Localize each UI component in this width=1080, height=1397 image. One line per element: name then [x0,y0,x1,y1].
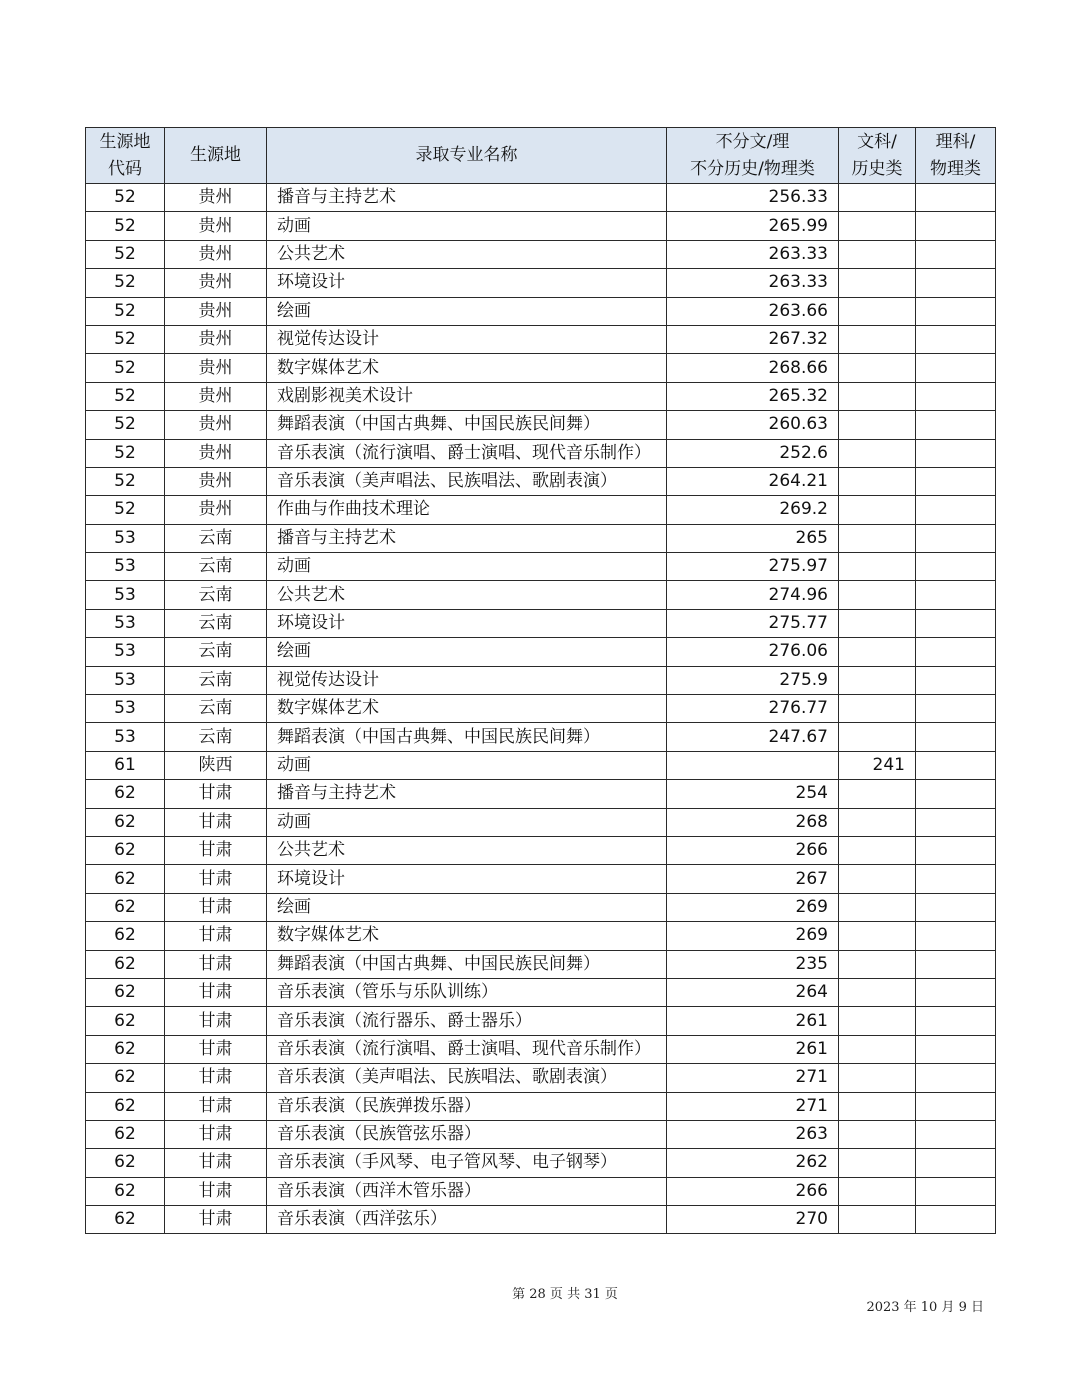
cell-province: 云南 [165,609,267,637]
cell-mixed-score: 275.97 [667,553,839,581]
table-row [86,524,996,552]
cell-arts-score [839,184,916,212]
cell-province-code: 62 [86,808,165,836]
cell-science-score [916,1007,996,1035]
cell-mixed-score: 269 [667,893,839,921]
cell-major-name: 音乐表演（民族管弦乐器） [267,1120,667,1148]
header-mixed-score: 不分文/理 不分历史/物理类 [667,128,839,184]
cell-major-name: 播音与主持艺术 [267,524,667,552]
cell-science-score [916,666,996,694]
cell-science-score [916,950,996,978]
cell-science-score [916,922,996,950]
table-row [86,581,996,609]
cell-mixed-score: 247.67 [667,723,839,751]
cell-province-code: 62 [86,1120,165,1148]
cell-mixed-score: 270 [667,1206,839,1234]
cell-arts-score [839,638,916,666]
cell-province: 甘肃 [165,808,267,836]
cell-science-score [916,382,996,410]
cell-arts-score [839,666,916,694]
cell-science-score [916,1092,996,1120]
cell-science-score [916,411,996,439]
table-row [86,836,996,864]
cell-major-name: 环境设计 [267,865,667,893]
cell-arts-score [839,1092,916,1120]
table-row [86,1035,996,1063]
cell-province-code: 53 [86,666,165,694]
cell-province: 贵州 [165,382,267,410]
table-row [86,212,996,240]
cell-major-name: 绘画 [267,893,667,921]
table-row [86,1092,996,1120]
cell-mixed-score: 263.33 [667,269,839,297]
cell-mixed-score: 266 [667,1177,839,1205]
cell-arts-score [839,212,916,240]
cell-province-code: 53 [86,524,165,552]
cell-province-code: 62 [86,836,165,864]
table-row [86,1064,996,1092]
cell-major-name: 动画 [267,553,667,581]
cell-science-score [916,836,996,864]
table-row [86,1007,996,1035]
table-row [86,439,996,467]
cell-science-score [916,467,996,495]
table-row [86,1206,996,1234]
cell-major-name: 视觉传达设计 [267,325,667,353]
cell-province-code: 62 [86,950,165,978]
cell-province-code: 62 [86,780,165,808]
cell-province: 云南 [165,581,267,609]
cell-province: 甘肃 [165,893,267,921]
admission-score-table [85,127,996,1234]
cell-mixed-score: 261 [667,1007,839,1035]
cell-mixed-score: 263.66 [667,297,839,325]
table-row [86,723,996,751]
cell-major-name: 绘画 [267,297,667,325]
cell-science-score [916,723,996,751]
cell-province: 云南 [165,695,267,723]
cell-mixed-score: 254 [667,780,839,808]
header-science-score: 理科/ 物理类 [916,128,996,184]
cell-arts-score [839,553,916,581]
cell-province-code: 62 [86,978,165,1006]
table-row [86,950,996,978]
cell-science-score [916,325,996,353]
header-province-code: 生源地 代码 [86,128,165,184]
cell-major-name: 音乐表演（管乐与乐队训练） [267,978,667,1006]
cell-science-score [916,1035,996,1063]
cell-province-code: 52 [86,325,165,353]
cell-province: 云南 [165,638,267,666]
cell-province-code: 62 [86,1092,165,1120]
cell-science-score [916,1206,996,1234]
cell-mixed-score: 264.21 [667,467,839,495]
cell-arts-score [839,325,916,353]
cell-major-name: 音乐表演（流行演唱、爵士演唱、现代音乐制作） [267,439,667,467]
table-row [86,553,996,581]
header-major-name: 录取专业名称 [267,128,667,184]
cell-mixed-score: 263 [667,1120,839,1148]
cell-mixed-score: 276.77 [667,695,839,723]
header-province: 生源地 [165,128,267,184]
cell-major-name: 音乐表演（西洋弦乐） [267,1206,667,1234]
cell-mixed-score: 265.32 [667,382,839,410]
table-row [86,922,996,950]
cell-province-code: 52 [86,240,165,268]
table-row [86,751,996,779]
cell-major-name: 环境设计 [267,269,667,297]
cell-arts-score [839,581,916,609]
cell-mixed-score: 265.99 [667,212,839,240]
cell-province-code: 52 [86,411,165,439]
cell-arts-score [839,609,916,637]
cell-province-code: 53 [86,638,165,666]
cell-province-code: 62 [86,1035,165,1063]
cell-science-score [916,1177,996,1205]
cell-arts-score [839,808,916,836]
cell-province-code: 62 [86,1206,165,1234]
cell-arts-score [839,922,916,950]
cell-province: 贵州 [165,297,267,325]
cell-province: 甘肃 [165,1092,267,1120]
cell-arts-score [839,1177,916,1205]
cell-arts-score [839,1120,916,1148]
cell-arts-score [839,411,916,439]
table-row [86,1177,996,1205]
cell-arts-score [839,780,916,808]
cell-arts-score: 241 [839,751,916,779]
cell-science-score [916,1064,996,1092]
table-row [86,780,996,808]
cell-mixed-score: 271 [667,1092,839,1120]
cell-major-name: 动画 [267,751,667,779]
table-row [86,325,996,353]
table-row [86,695,996,723]
cell-arts-score [839,865,916,893]
document-date: 2023 年 10 月 9 日 [866,1300,984,1315]
table-row [86,411,996,439]
cell-province-code: 62 [86,922,165,950]
cell-science-score [916,808,996,836]
cell-province: 贵州 [165,354,267,382]
cell-arts-score [839,439,916,467]
cell-arts-score [839,297,916,325]
cell-province: 甘肃 [165,865,267,893]
cell-mixed-score: 262 [667,1149,839,1177]
cell-science-score [916,581,996,609]
cell-arts-score [839,1206,916,1234]
cell-mixed-score: 235 [667,950,839,978]
cell-province-code: 52 [86,212,165,240]
cell-science-score [916,240,996,268]
cell-arts-score [839,467,916,495]
cell-mixed-score: 264 [667,978,839,1006]
cell-major-name: 音乐表演（流行器乐、爵士器乐） [267,1007,667,1035]
cell-major-name: 音乐表演（民族弹拨乐器） [267,1092,667,1120]
table-row [86,865,996,893]
cell-science-score [916,865,996,893]
cell-province: 陕西 [165,751,267,779]
cell-province-code: 62 [86,1007,165,1035]
cell-province: 甘肃 [165,836,267,864]
cell-science-score [916,638,996,666]
cell-major-name: 公共艺术 [267,240,667,268]
cell-mixed-score: 276.06 [667,638,839,666]
cell-science-score [916,553,996,581]
cell-major-name: 音乐表演（西洋木管乐器） [267,1177,667,1205]
cell-province: 甘肃 [165,1120,267,1148]
cell-science-score [916,609,996,637]
cell-major-name: 音乐表演（手风琴、电子管风琴、电子钢琴） [267,1149,667,1177]
cell-major-name: 播音与主持艺术 [267,780,667,808]
cell-major-name: 音乐表演（流行演唱、爵士演唱、现代音乐制作） [267,1035,667,1063]
cell-mixed-score: 269 [667,922,839,950]
cell-science-score [916,978,996,1006]
cell-science-score [916,496,996,524]
cell-mixed-score: 274.96 [667,581,839,609]
cell-mixed-score: 275.77 [667,609,839,637]
cell-arts-score [839,1007,916,1035]
cell-arts-score [839,978,916,1006]
header-arts-score: 文科/ 历史类 [839,128,916,184]
cell-arts-score [839,524,916,552]
cell-mixed-score: 263.33 [667,240,839,268]
cell-arts-score [839,269,916,297]
cell-province-code: 62 [86,893,165,921]
cell-arts-score [839,950,916,978]
cell-arts-score [839,695,916,723]
table-row [86,808,996,836]
cell-major-name: 绘画 [267,638,667,666]
cell-province: 甘肃 [165,1007,267,1035]
table-row [86,184,996,212]
cell-mixed-score: 252.6 [667,439,839,467]
cell-mixed-score: 268.66 [667,354,839,382]
cell-mixed-score: 275.9 [667,666,839,694]
header-row [86,128,996,184]
table-row [86,354,996,382]
cell-major-name: 数字媒体艺术 [267,922,667,950]
table-row [86,609,996,637]
cell-province-code: 62 [86,865,165,893]
cell-arts-score [839,1149,916,1177]
cell-major-name: 音乐表演（美声唱法、民族唱法、歌剧表演） [267,467,667,495]
cell-science-score [916,297,996,325]
table-row [86,382,996,410]
cell-province: 贵州 [165,325,267,353]
cell-science-score [916,354,996,382]
cell-province: 云南 [165,553,267,581]
cell-province-code: 62 [86,1064,165,1092]
cell-mixed-score [667,751,839,779]
table-row [86,496,996,524]
cell-arts-score [839,1064,916,1092]
cell-province: 贵州 [165,439,267,467]
cell-province-code: 52 [86,439,165,467]
cell-province: 贵州 [165,496,267,524]
cell-province: 甘肃 [165,978,267,1006]
cell-major-name: 舞蹈表演（中国古典舞、中国民族民间舞） [267,723,667,751]
cell-province-code: 52 [86,269,165,297]
cell-province-code: 52 [86,382,165,410]
cell-science-score [916,269,996,297]
cell-province-code: 52 [86,467,165,495]
cell-province-code: 53 [86,723,165,751]
score-table-container [85,127,995,1234]
cell-arts-score [839,354,916,382]
table-row [86,1120,996,1148]
table-body [86,184,996,1234]
cell-mixed-score: 261 [667,1035,839,1063]
table-row [86,666,996,694]
cell-mixed-score: 271 [667,1064,839,1092]
cell-province: 甘肃 [165,1064,267,1092]
cell-province-code: 62 [86,1149,165,1177]
cell-province: 云南 [165,524,267,552]
table-row [86,978,996,1006]
table-row [86,638,996,666]
cell-major-name: 舞蹈表演（中国古典舞、中国民族民间舞） [267,411,667,439]
cell-major-name: 动画 [267,212,667,240]
cell-mixed-score: 266 [667,836,839,864]
cell-major-name: 数字媒体艺术 [267,695,667,723]
cell-mixed-score: 260.63 [667,411,839,439]
cell-science-score [916,524,996,552]
cell-province-code: 62 [86,1177,165,1205]
cell-province: 贵州 [165,411,267,439]
cell-province: 贵州 [165,467,267,495]
cell-major-name: 音乐表演（美声唱法、民族唱法、歌剧表演） [267,1064,667,1092]
cell-science-score [916,893,996,921]
cell-province: 甘肃 [165,1149,267,1177]
cell-science-score [916,1120,996,1148]
cell-province-code: 52 [86,184,165,212]
cell-arts-score [839,1035,916,1063]
cell-province: 甘肃 [165,950,267,978]
cell-province-code: 53 [86,695,165,723]
cell-major-name: 公共艺术 [267,836,667,864]
cell-arts-score [839,836,916,864]
cell-arts-score [839,382,916,410]
table-row [86,297,996,325]
cell-province: 贵州 [165,240,267,268]
cell-major-name: 公共艺术 [267,581,667,609]
cell-science-score [916,184,996,212]
cell-province: 甘肃 [165,1206,267,1234]
cell-major-name: 视觉传达设计 [267,666,667,694]
cell-arts-score [839,240,916,268]
cell-province-code: 61 [86,751,165,779]
cell-province: 甘肃 [165,922,267,950]
cell-major-name: 动画 [267,808,667,836]
cell-arts-score [839,723,916,751]
cell-province-code: 53 [86,581,165,609]
table-header [86,128,996,184]
cell-science-score [916,212,996,240]
cell-province: 云南 [165,666,267,694]
cell-science-score [916,439,996,467]
cell-province-code: 52 [86,297,165,325]
cell-province: 甘肃 [165,1035,267,1063]
table-row [86,893,996,921]
cell-province: 甘肃 [165,780,267,808]
cell-major-name: 作曲与作曲技术理论 [267,496,667,524]
table-row [86,269,996,297]
cell-province: 贵州 [165,212,267,240]
cell-province: 云南 [165,723,267,751]
cell-major-name: 环境设计 [267,609,667,637]
cell-mixed-score: 267 [667,865,839,893]
cell-major-name: 数字媒体艺术 [267,354,667,382]
cell-province: 贵州 [165,184,267,212]
cell-science-score [916,695,996,723]
cell-province-code: 53 [86,609,165,637]
table-row [86,240,996,268]
table-row [86,1149,996,1177]
cell-mixed-score: 268 [667,808,839,836]
cell-mixed-score: 256.33 [667,184,839,212]
cell-science-score [916,780,996,808]
cell-province: 贵州 [165,269,267,297]
cell-province-code: 52 [86,496,165,524]
cell-province-code: 52 [86,354,165,382]
cell-arts-score [839,893,916,921]
cell-major-name: 播音与主持艺术 [267,184,667,212]
page-number: 第 28 页 共 31 页 [512,1287,618,1302]
cell-province-code: 53 [86,553,165,581]
cell-major-name: 舞蹈表演（中国古典舞、中国民族民间舞） [267,950,667,978]
table-row [86,467,996,495]
cell-mixed-score: 269.2 [667,496,839,524]
cell-province: 甘肃 [165,1177,267,1205]
cell-major-name: 戏剧影视美术设计 [267,382,667,410]
cell-mixed-score: 267.32 [667,325,839,353]
cell-arts-score [839,496,916,524]
cell-science-score [916,1149,996,1177]
cell-science-score [916,751,996,779]
cell-mixed-score: 265 [667,524,839,552]
